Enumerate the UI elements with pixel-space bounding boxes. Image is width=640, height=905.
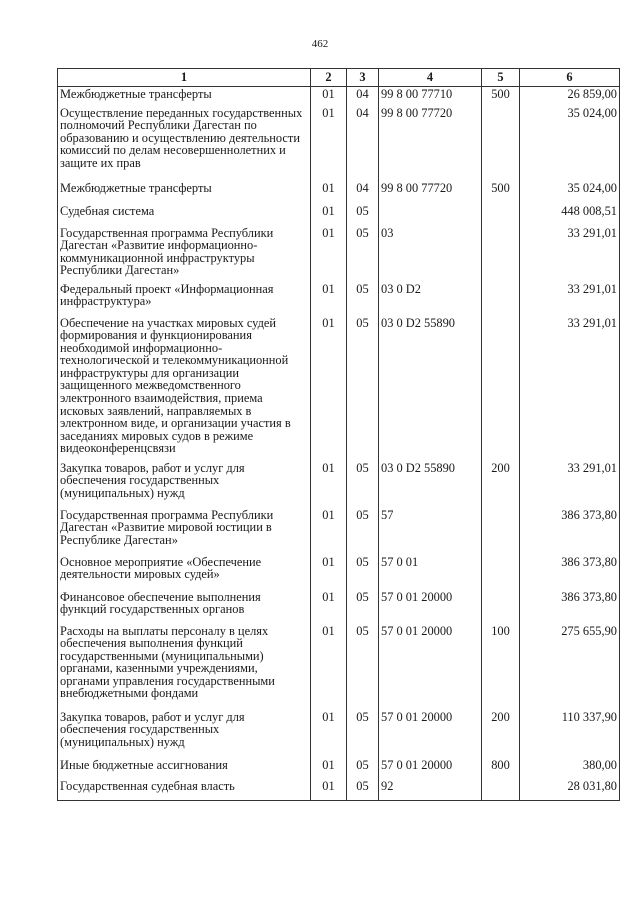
column-header-name: 1: [58, 69, 311, 87]
row-csr: 99 8 00 77720: [379, 106, 482, 181]
table-row: [58, 624, 620, 710]
row-name: Иные бюджетные ассигнования: [58, 758, 311, 779]
row-pr: 04: [347, 87, 379, 106]
row-pr: 05: [347, 624, 379, 710]
table-row: [58, 87, 620, 106]
page-number: 462: [311, 38, 329, 50]
row-rz: 01: [311, 508, 347, 555]
row-sum: 26 859,00: [520, 87, 620, 106]
table-row: [58, 758, 620, 779]
row-vr: 100: [482, 624, 520, 710]
row-name: Судебная система: [58, 204, 311, 226]
row-csr: [379, 204, 482, 226]
table-row: [58, 590, 620, 624]
row-pr: 04: [347, 106, 379, 181]
row-rz: 01: [311, 590, 347, 624]
table-row: [58, 106, 620, 181]
row-sum: 28 031,80: [520, 779, 620, 801]
row-pr: 05: [347, 758, 379, 779]
row-sum: 386 373,80: [520, 508, 620, 555]
row-vr: 200: [482, 710, 520, 758]
row-sum: 33 291,01: [520, 461, 620, 508]
row-csr: 57 0 01 20000: [379, 758, 482, 779]
row-vr: 200: [482, 461, 520, 508]
table-row: [58, 204, 620, 226]
row-vr: 500: [482, 181, 520, 204]
row-rz: 01: [311, 87, 347, 106]
row-sum: 386 373,80: [520, 590, 620, 624]
row-rz: 01: [311, 779, 347, 801]
table-row: [58, 508, 620, 555]
row-csr: 03: [379, 226, 482, 282]
row-rz: 01: [311, 204, 347, 226]
row-name: Межбюджетные трансферты: [58, 181, 311, 204]
row-vr: [482, 508, 520, 555]
row-pr: 05: [347, 710, 379, 758]
row-pr: 05: [347, 461, 379, 508]
row-name: Закупка товаров, работ и услуг для обеспечения государственных (муниципальных) нужд: [58, 710, 311, 758]
table-row: [58, 555, 620, 590]
row-rz: 01: [311, 555, 347, 590]
row-vr: [482, 590, 520, 624]
row-sum: 380,00: [520, 758, 620, 779]
row-csr: 57: [379, 508, 482, 555]
row-vr: [482, 779, 520, 801]
row-csr: 03 0 D2 55890: [379, 461, 482, 508]
table-row: [58, 181, 620, 204]
table-row: [58, 461, 620, 508]
row-name: Осуществление переданных государственных полномочий Республики Дагестан по образованию и осуществлению деятельности комиссий по делам несовершеннолетних и защите их прав: [58, 106, 311, 181]
row-name: Расходы на выплаты персоналу в целях обеспечения выполнения функций государственными (муниципальными) органами, казенными учреждениями, органами управления государственными внебюджетными фондами: [58, 624, 311, 710]
table-row: [58, 710, 620, 758]
row-vr: 800: [482, 758, 520, 779]
row-csr: 99 8 00 77720: [379, 181, 482, 204]
row-csr: 57 0 01 20000: [379, 710, 482, 758]
table-row: [58, 282, 620, 316]
row-csr: 57 0 01 20000: [379, 624, 482, 710]
row-rz: 01: [311, 758, 347, 779]
row-rz: 01: [311, 461, 347, 508]
row-rz: 01: [311, 624, 347, 710]
row-sum: 35 024,00: [520, 181, 620, 204]
row-rz: 01: [311, 226, 347, 282]
row-pr: 05: [347, 508, 379, 555]
row-rz: 01: [311, 181, 347, 204]
row-pr: 05: [347, 226, 379, 282]
row-name: Основное мероприятие «Обеспечение деятельности мировых судей»: [58, 555, 311, 590]
row-vr: [482, 282, 520, 316]
row-name: Обеспечение на участках мировых судей формирования и функционирования необходимой информационно-технологической и телекоммуникационной инфраструктуры для организации защищенного межведомственного электронного взаимодействия, приема исковых заявлений, направляемых в электронном виде, и организации участия в заседаниях мировых судов в режиме видеоконференцсвязи: [58, 316, 311, 461]
row-vr: [482, 226, 520, 282]
row-name: Государственная программа Республики Дагестан «Развитие информационно-коммуникационной инфраструктуры Республики Дагестан»: [58, 226, 311, 282]
row-pr: 05: [347, 316, 379, 461]
row-name: Государственная судебная власть: [58, 779, 311, 801]
column-header-csr: 4: [379, 69, 482, 87]
row-pr: 04: [347, 181, 379, 204]
row-csr: 92: [379, 779, 482, 801]
row-sum: 275 655,90: [520, 624, 620, 710]
header-row: [58, 69, 620, 87]
table-row: [58, 316, 620, 461]
table-row: [58, 779, 620, 801]
row-rz: 01: [311, 710, 347, 758]
row-vr: [482, 106, 520, 181]
row-pr: 05: [347, 590, 379, 624]
row-pr: 05: [347, 204, 379, 226]
budget-table: [57, 68, 620, 801]
row-name: Закупка товаров, работ и услуг для обеспечения государственных (муниципальных) нужд: [58, 461, 311, 508]
row-sum: 110 337,90: [520, 710, 620, 758]
column-header-sum: 6: [520, 69, 620, 87]
row-sum: 33 291,01: [520, 226, 620, 282]
column-header-rz: 2: [311, 69, 347, 87]
row-rz: 01: [311, 282, 347, 316]
row-rz: 01: [311, 106, 347, 181]
row-pr: 05: [347, 282, 379, 316]
row-sum: 33 291,01: [520, 282, 620, 316]
row-vr: [482, 316, 520, 461]
row-vr: [482, 204, 520, 226]
row-sum: 33 291,01: [520, 316, 620, 461]
row-csr: 57 0 01 20000: [379, 590, 482, 624]
row-pr: 05: [347, 555, 379, 590]
table-row: [58, 226, 620, 282]
row-csr: 03 0 D2: [379, 282, 482, 316]
row-sum: 386 373,80: [520, 555, 620, 590]
row-name: Государственная программа Республики Дагестан «Развитие мировой юстиции в Республике Дагестан»: [58, 508, 311, 555]
row-vr: 500: [482, 87, 520, 106]
row-pr: 05: [347, 779, 379, 801]
row-name: Федеральный проект «Информационная инфраструктура»: [58, 282, 311, 316]
row-sum: 35 024,00: [520, 106, 620, 181]
row-rz: 01: [311, 316, 347, 461]
row-csr: 57 0 01: [379, 555, 482, 590]
row-name: Межбюджетные трансферты: [58, 87, 311, 106]
column-header-pr: 3: [347, 69, 379, 87]
row-vr: [482, 555, 520, 590]
row-name: Финансовое обеспечение выполнения функций государственных органов: [58, 590, 311, 624]
column-header-vr: 5: [482, 69, 520, 87]
row-csr: 99 8 00 77710: [379, 87, 482, 106]
row-sum: 448 008,51: [520, 204, 620, 226]
row-csr: 03 0 D2 55890: [379, 316, 482, 461]
